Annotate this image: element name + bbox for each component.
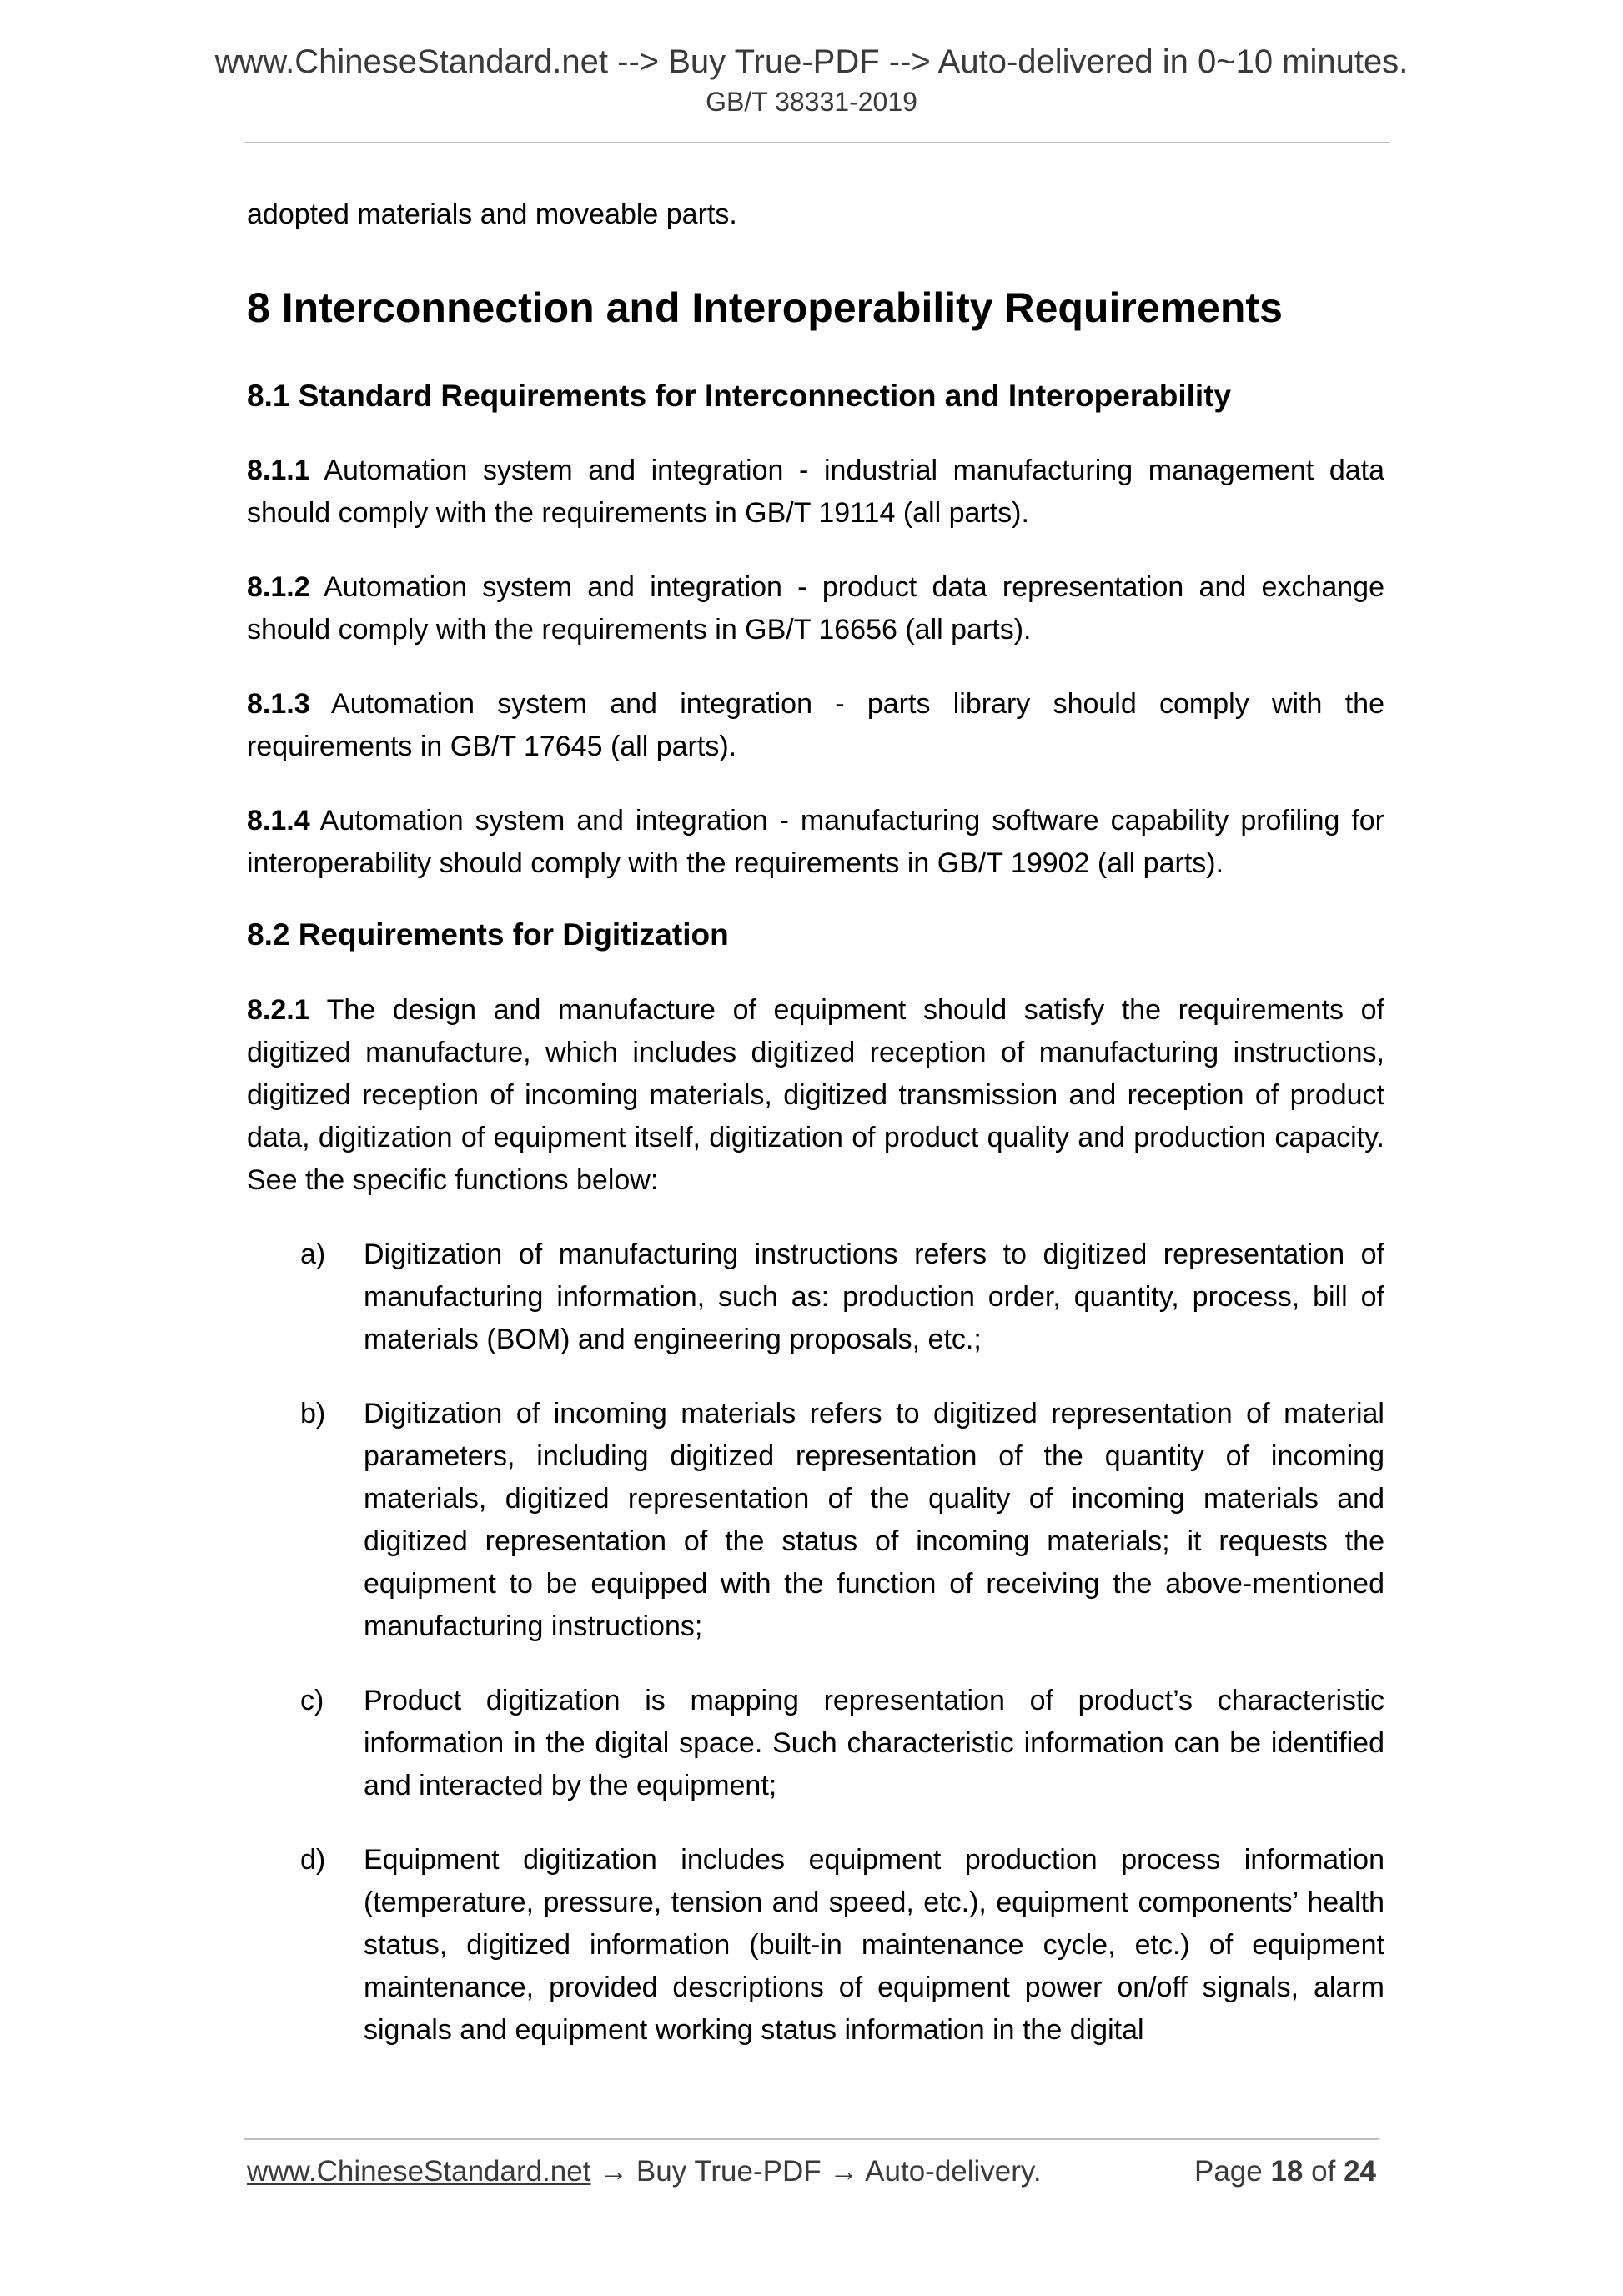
page-number: 18 (1270, 2155, 1304, 2188)
lead-paragraph: adopted materials and moveable parts. (247, 198, 737, 230)
clause-number: 8.1.3 (247, 688, 310, 721)
clause-text: Automation system and integration - manufacturing software capability profiling for interoperability should comply with the requirements in GB/T 19902 (all parts). (247, 805, 1384, 880)
list-marker: d) (300, 1843, 326, 1876)
clause-8-1-3 (247, 683, 1384, 768)
clause-number: 8.1.2 (247, 571, 310, 604)
clause-text: Automation system and integration - industrial manufacturing management data should comply with the requirements in GB/T 19114 (all parts). (247, 455, 1384, 530)
clause-8-1-4 (247, 800, 1384, 885)
list-item-a (247, 1233, 1384, 1361)
page-label: Page (1193, 2155, 1263, 2188)
clause-number: 8.1.1 (247, 455, 310, 487)
clause-number: 8.1.4 (247, 805, 310, 837)
footer-tagline: → Buy True-PDF → Auto-delivery. (590, 2155, 1042, 2188)
list-item-d (247, 1839, 1384, 2052)
footer-site-link[interactable]: www.ChineseStandard.net (247, 2155, 591, 2188)
header-banner: www.ChineseStandard.net --> Buy True-PDF --> Auto-delivered in 0~10 minutes. (214, 43, 1409, 80)
footer-divider (244, 2138, 1379, 2140)
list-item-text: Digitization of manufacturing instructions refers to digitized representation of manufacturing information, such as: production order, quantity, process, bill of materials (BOM) and engineering proposals, etc.; (364, 1238, 1384, 1355)
clause-8-1-1 (247, 450, 1384, 535)
list-marker: c) (300, 1684, 324, 1716)
page-total: 24 (1344, 2155, 1376, 2188)
page-content (247, 193, 1384, 2083)
clause-number: 8.2.1 (247, 993, 310, 1026)
page-footer (247, 2155, 1376, 2188)
clause-8-1-2 (247, 566, 1384, 651)
page-indicator (1194, 2155, 1376, 2188)
list-item-text: Equipment digitization includes equipment production process information (temperature, pressure, tension and speed, etc.), equipment components’ health status, digitized information (built-in maintenance cycle, etc.) of equipment maintenance, provided descriptions of equipment power on/off signals, alarm signals and equipment working status information in the digital (364, 1843, 1384, 2046)
clause-text: The design and manufacture of equipment should satisfy the requirements of digitized manufacture, which includes digitized reception of manufacturing instructions, digitized reception of incoming materials, digitized transmission and reception of product data, digitization of equipment itself, digitization of product quality and production capacity. See the specific functions below: (247, 993, 1384, 1196)
section-8-1-heading: 8.1 Standard Requirements for Interconnection and Interoperability (247, 379, 1232, 413)
header-divider (244, 142, 1390, 143)
list-item-b (247, 1393, 1384, 1648)
of-label: of (1311, 2155, 1336, 2188)
list-item-text: Digitization of incoming materials refers to digitized representation of material parameters, including digitized representation of the quantity of incoming materials, digitized representation of the quality of incoming materials and digitized representation of the status of incoming materials; it requests the equipment to be equipped with the function of receiving the above-mentioned manufacturing instructions; (364, 1397, 1384, 1642)
clause-text: Automation system and integration - product data representation and exchange should comply with the requirements in GB/T 16656 (all parts). (247, 571, 1384, 646)
section-8-2-heading: 8.2 Requirements for Digitization (247, 917, 729, 952)
list-marker: a) (300, 1238, 326, 1270)
list-marker: b) (300, 1397, 326, 1429)
section-8-heading: 8 Interconnection and Interoperability Requirements (247, 284, 1283, 331)
list-item-text: Product digitization is mapping representation of product’s characteristic information in the digital space. Such characteristic information can be identified and interacted by the equipment; (364, 1684, 1384, 1801)
standard-code: GB/T 38331-2019 (706, 87, 917, 117)
list-item-c (247, 1680, 1384, 1807)
clause-text: Automation system and integration - parts library should comply with the requirements in GB/T 17645 (all parts). (247, 688, 1384, 763)
clause-8-2-1 (247, 989, 1384, 1202)
